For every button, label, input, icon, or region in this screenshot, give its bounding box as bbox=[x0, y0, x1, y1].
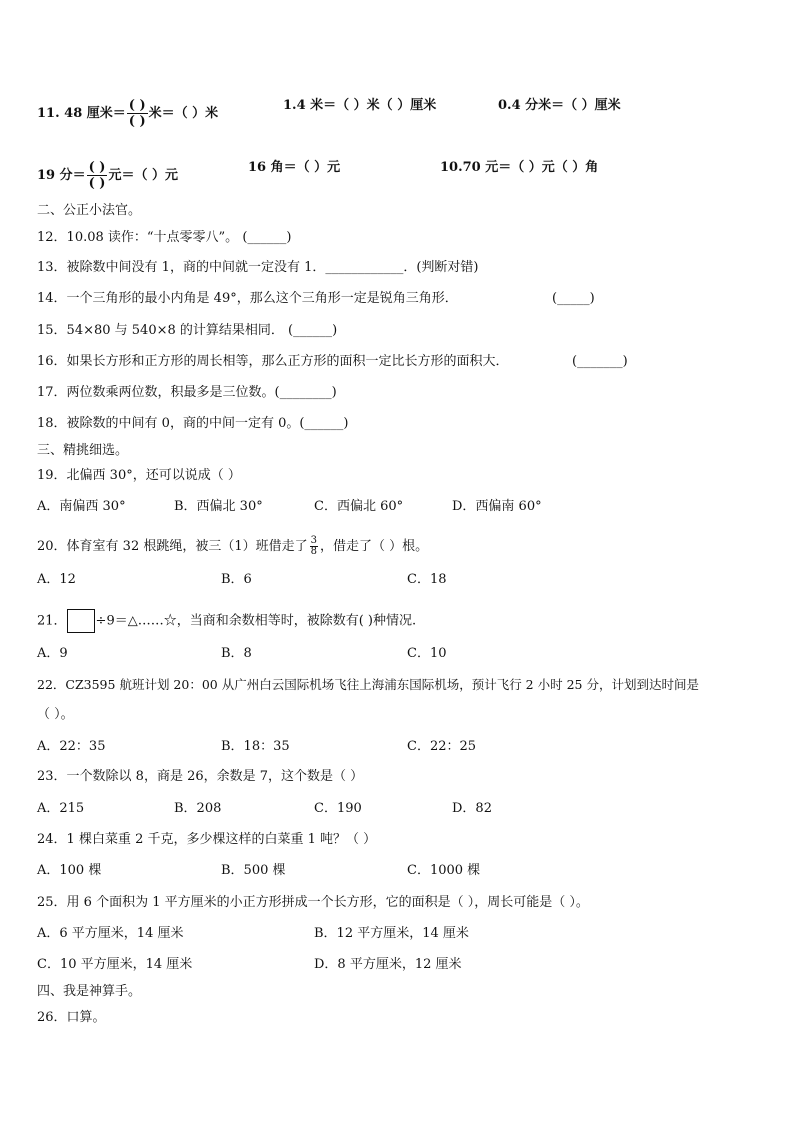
question-25: 25．用 6 个面积为 1 平方厘米的小正方形拼成一个长方形，它的面积是（ ），周长可能是（ ）。 bbox=[37, 895, 589, 910]
question-11b-part-2: 元＝（ ）元 bbox=[108, 168, 178, 183]
question-20-option-b: B．6 bbox=[221, 572, 252, 587]
question-21-number: 21． bbox=[37, 613, 67, 629]
question-25-option-d: D．8 平方厘米，12 厘米 bbox=[314, 957, 462, 972]
question-24-option-b: B．500 棵 bbox=[221, 863, 286, 878]
fraction-numerator: ( ) bbox=[88, 160, 106, 175]
fraction-three-eighths bbox=[310, 536, 318, 557]
question-24: 24．1 棵白菜重 2 千克，多少棵这样的白菜重 1 吨？（ ） bbox=[37, 832, 377, 847]
question-11-line-2 bbox=[37, 160, 178, 191]
question-25-option-c: C．10 平方厘米，14 厘米 bbox=[37, 957, 193, 972]
question-25-option-a: A．6 平方厘米，14 厘米 bbox=[37, 926, 184, 941]
question-11-line-1 bbox=[37, 98, 218, 129]
fraction-numerator: 3 bbox=[310, 535, 317, 546]
question-13: 13．被除数中间没有 1，商的中间就一定没有 1．____________．(判断对错) bbox=[37, 260, 479, 275]
question-24-option-c: C．1000 棵 bbox=[407, 863, 481, 878]
question-26: 26．口算。 bbox=[37, 1010, 106, 1025]
question-16-answer-blank: (_______) bbox=[572, 354, 628, 369]
section-3-heading: 三、精挑细选。 bbox=[37, 443, 129, 458]
question-16: 16．如果长方形和正方形的周长相等，那么正方形的面积一定比长方形的面积大． bbox=[37, 354, 509, 369]
question-23-option-b: B．208 bbox=[174, 801, 222, 816]
question-20-part-1: 20．体育室有 32 根跳绳，被三（1）班借走了 bbox=[37, 539, 308, 554]
question-23-option-a: A．215 bbox=[37, 801, 85, 816]
question-19: 19．北偏西 30°，还可以说成（ ） bbox=[37, 468, 241, 483]
question-12: 12．10.08 读作：“十点零零八”。 (______) bbox=[37, 230, 292, 245]
fraction-denominator: ( ) bbox=[128, 114, 146, 129]
question-11-number: 11. bbox=[37, 106, 60, 121]
question-22-option-c: C．22：25 bbox=[407, 739, 477, 754]
question-22-line-1: 22．CZ3595 航班计划 20：00 从广州白云国际机场飞往上海浦东国际机场，预计飞行 2 小时 25 分，计划到达时间是 bbox=[37, 677, 699, 692]
question-22-line-2: （ ）。 bbox=[37, 707, 74, 722]
fraction-denominator: ( ) bbox=[88, 176, 106, 191]
question-11b-part-4: 10.70 元＝（ ）元（ ）角 bbox=[440, 160, 599, 175]
question-14: 14．一个三角形的最小内角是 49°，那么这个三角形一定是锐角三角形． bbox=[37, 291, 458, 306]
dividend-box bbox=[67, 609, 95, 633]
section-2-heading: 二、公正小法官。 bbox=[37, 203, 142, 218]
question-11-part-1: 48 厘米＝ bbox=[64, 106, 126, 121]
question-22-option-a: A．22：35 bbox=[37, 739, 106, 754]
question-23: 23．一个数除以 8，商是 26，余数是 7，这个数是（ ） bbox=[37, 769, 364, 784]
question-11-part-4: 0.4 分米＝（ ）厘米 bbox=[498, 98, 621, 113]
question-23-option-d: D．82 bbox=[452, 801, 492, 816]
question-24-option-a: A．100 棵 bbox=[37, 863, 102, 878]
question-11-part-3: 1.4 米＝（ ）米（ ）厘米 bbox=[283, 98, 437, 113]
question-20-option-a: A．12 bbox=[37, 572, 76, 587]
question-21-text: ÷9＝△……☆，当商和余数相等时，被除数有( )种情况. bbox=[95, 613, 417, 629]
fraction-blank bbox=[87, 160, 108, 191]
question-11-part-2: 米＝（ ）米 bbox=[148, 106, 219, 121]
question-21-option-c: C．10 bbox=[407, 646, 447, 661]
question-15: 15．54×80 与 540×8 的计算结果相同． (______) bbox=[37, 323, 338, 338]
section-4-heading: 四、我是神算手。 bbox=[37, 984, 142, 999]
fraction-blank bbox=[127, 98, 148, 129]
question-23-option-c: C．190 bbox=[314, 801, 362, 816]
question-19-option-b: B．西偏北 30° bbox=[174, 499, 263, 514]
question-19-option-c: C．西偏北 60° bbox=[314, 499, 404, 514]
fraction-denominator: 8 bbox=[310, 546, 317, 557]
question-20-option-c: C．18 bbox=[407, 572, 447, 587]
question-20-part-2: ，借走了（ ）根。 bbox=[320, 539, 429, 554]
question-17: 17．两位数乘两位数，积最多是三位数。(________) bbox=[37, 385, 337, 400]
question-14-answer-blank: (_____) bbox=[552, 291, 595, 306]
question-20 bbox=[37, 536, 428, 557]
fraction-numerator: ( ) bbox=[128, 98, 146, 113]
question-25-option-b: B．12 平方厘米，14 厘米 bbox=[314, 926, 469, 941]
question-21 bbox=[37, 609, 416, 633]
question-19-option-a: A．南偏西 30° bbox=[37, 499, 126, 514]
question-21-option-a: A．9 bbox=[37, 646, 68, 661]
question-19-option-d: D．西偏南 60° bbox=[452, 499, 542, 514]
question-18: 18．被除数的中间有 0，商的中间一定有 0。(______) bbox=[37, 416, 349, 431]
question-11b-part-3: 16 角＝（ ）元 bbox=[248, 160, 341, 175]
question-11b-part-1: 19 分＝ bbox=[37, 168, 86, 183]
question-21-option-b: B．8 bbox=[221, 646, 252, 661]
question-22-option-b: B．18：35 bbox=[221, 739, 290, 754]
